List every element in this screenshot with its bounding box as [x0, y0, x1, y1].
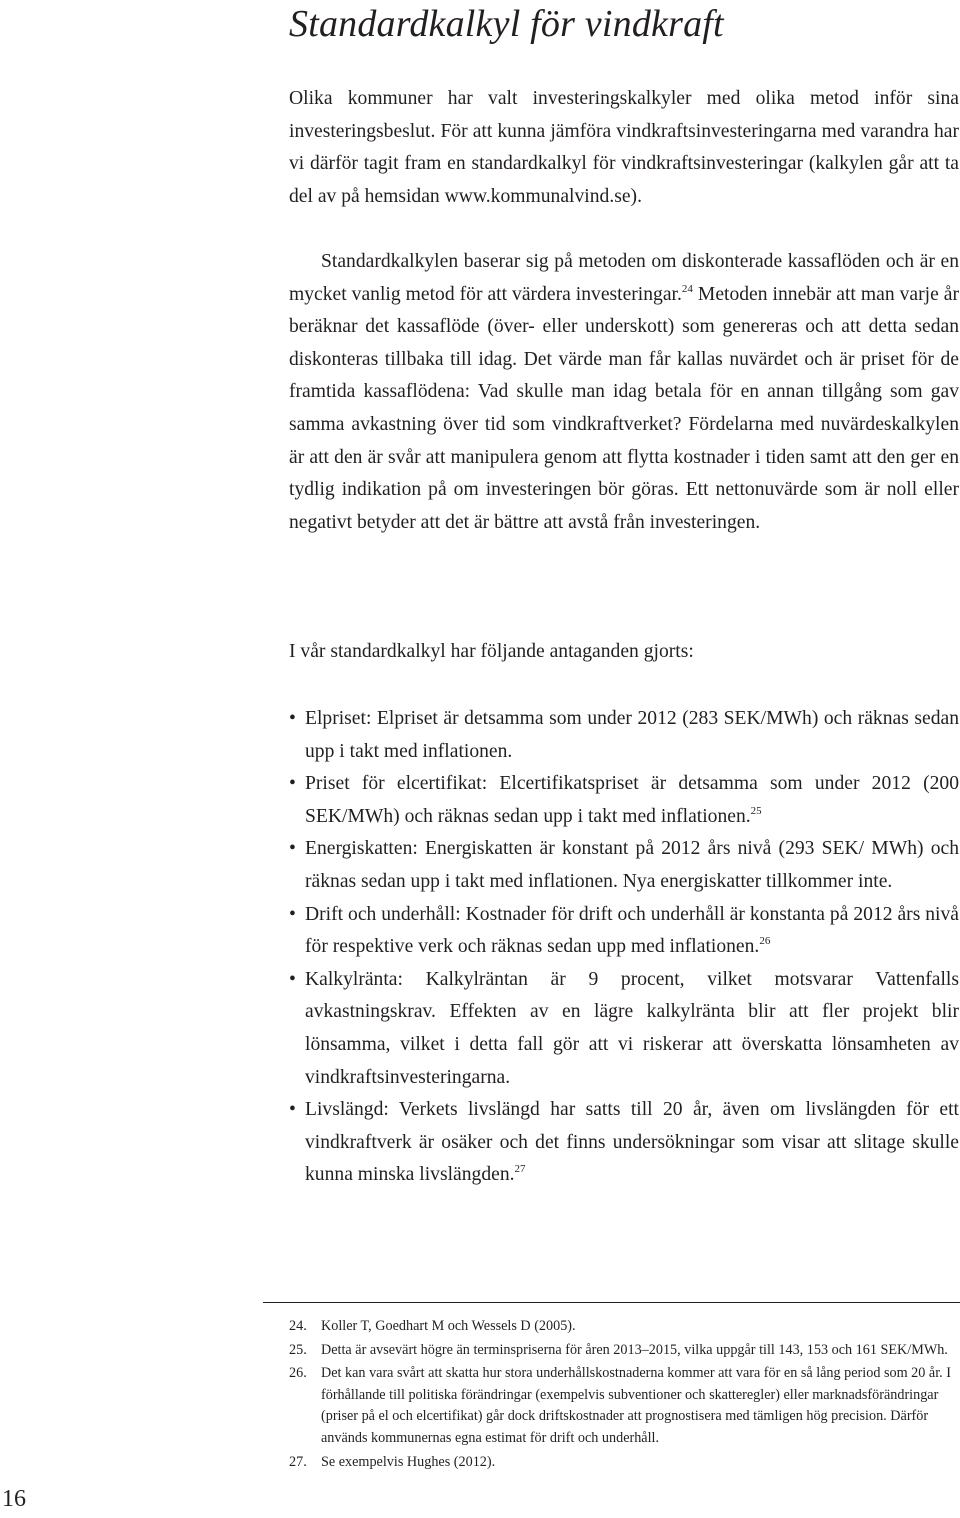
list-item [289, 768, 959, 833]
footnote-ref: 27 [514, 1163, 526, 1176]
list-item-text: Energiskatten: Energiskatten är konstant på 2012 års nivå (293 SEK/ MWh) och räknas sedan upp i takt med inflationen. Nya energiskatter tillkommer inte. [305, 838, 959, 892]
footnote [289, 1452, 959, 1474]
footnote-ref: 26 [759, 935, 771, 948]
footnote-ref-24: 24 [681, 282, 693, 295]
footnote-number: 26. [289, 1365, 307, 1382]
paragraph-method-text-a: Standardkalkylen baserar sig på metoden om diskonterade kassaflöden och är en mycket vanlig metod för att värdera investeringar. [289, 251, 959, 305]
paragraph-method-text-b: Metoden innebär att man varje år beräknar det kassaflöde (över- eller underskott) som genereras och att detta sedan diskonteras tillbaka till idag. Det värde man får kallas nuvärdet och är priset för de framtida kassaflödena: Vad skulle man idag betala för en annan tillgång som gav samma avkastning över tid som vindkraftverket? Fördelarna med nuvärdeskalkylen är att den är svår att manipulera genom att flytta kostnader i tiden samt att den ger en tydlig indikation på om investeringen bör göras. Ett nettonuvärde som är noll eller negativt betyder att det är bättre att avstå från investeringen. [289, 283, 959, 533]
list-item [289, 899, 959, 964]
list-item [289, 833, 959, 898]
footnote-ref: 25 [750, 804, 762, 817]
paragraph-intro: Olika kommuner har valt investeringskalkyler med olika metod inför sina investeringsbeslut. För att kunna jämföra vindkraftsinvesteringarna med varandra har vi därför tagit fram en standardkalkyl för vindkraftsinvesteringar (kalkylen går att ta del av på hemsidan www.kommunalvind.se). [289, 88, 959, 207]
bullet-icon: • [289, 903, 296, 925]
bullet-icon: • [289, 838, 296, 860]
list-item [289, 703, 959, 768]
footnote-number: 27. [289, 1453, 307, 1470]
footnote-text: Detta är avsevärt högre än terminspriserna för åren 2013–2015, vilka uppgår till 143, 153 och 161 SEK/MWh. [321, 1341, 948, 1358]
page-title: Standardkalkyl för vindkraft [289, 3, 724, 45]
list-item [289, 964, 959, 1094]
assumptions-intro: I vår standardkalkyl har följande antaganden gjorts: [289, 641, 694, 662]
footnote-number: 24. [289, 1318, 307, 1334]
bullet-icon: • [289, 968, 296, 990]
footnote-divider [263, 1302, 960, 1303]
list-item-text: Drift och underhåll: Kostnader för drift och underhåll är konstanta på 2012 års nivå för respektive verk och räknas sedan upp med inflationen. [305, 903, 959, 958]
footnote-text: Det kan vara svårt att skatta hur stora underhållskostnaderna kommer att vara för en så lång period som 20 år. I förhållande till politiska förändringar (exempelvis subventioner och skatteregler) eller marknadsförändringar (priser på el och elcertifikat) går dock driftskostnader att prognostisera med tämligen hög precision. Därför används kommunernas egna estimat för drift och underhåll. [321, 1365, 951, 1446]
list-item [289, 1094, 959, 1192]
bullet-icon: • [289, 708, 296, 729]
footnote-text: Se exempelvis Hughes (2012). [321, 1453, 496, 1470]
assumptions-list [289, 703, 959, 1192]
list-item-text: Priset för elcertifikat: Elcertifikatspriset är detsamma som under 2012 (200 SEK/MWh) och räknas sedan upp i takt med inflationen. [305, 773, 959, 827]
list-item-text: Livslängd: Verkets livslängd har satts till 20 år, även om livslängden för ett vindkraftverk är osäker och det finns undersökningar som visar att slitage skulle kunna minska livslängden. [305, 1099, 959, 1186]
footnote [289, 1340, 959, 1362]
footnote [289, 1363, 959, 1449]
list-item-text: Elpriset: Elpriset är detsamma som under 2012 (283 SEK/MWh) och räknas sedan upp i takt med inflationen. [305, 708, 959, 762]
footnotes [289, 1316, 959, 1475]
footnote [289, 1316, 959, 1338]
page-number: 16 [2, 1486, 26, 1512]
bullet-icon: • [289, 1099, 296, 1121]
paragraph-method [289, 246, 959, 539]
footnote-text: Koller T, Goedhart M och Wessels D (2005). [321, 1318, 576, 1334]
list-item-text: Kalkylränta: Kalkylräntan är 9 procent, vilket motsvarar Vattenfalls avkastningskrav. Effekten av en lägre kalkylränta blir att fler projekt blir lönsamma, vilket i detta fall gör att vi riskerar att överskatta lönsamheten av vindkraftsinvesteringarna. [305, 968, 959, 1088]
footnote-number: 25. [289, 1341, 307, 1358]
bullet-icon: • [289, 773, 296, 795]
